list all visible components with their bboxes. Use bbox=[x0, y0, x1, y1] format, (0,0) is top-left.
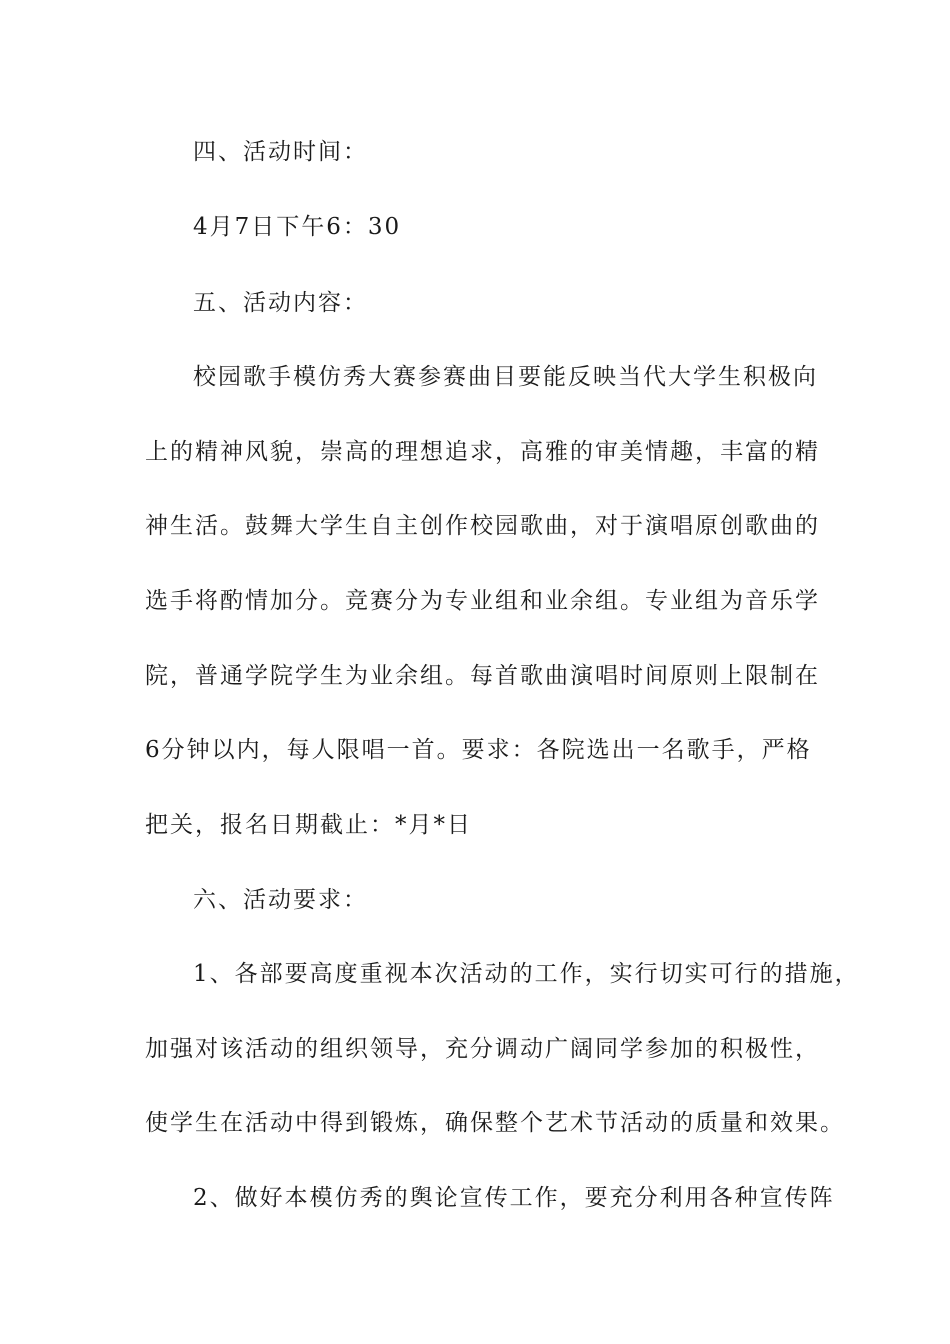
list-item-line: 2、做好本模仿秀的舆论宣传工作，要充分利用各种宣传阵 bbox=[193, 1185, 835, 1211]
paragraph-line: 上的精神风貌，崇高的理想追求，高雅的审美情趣，丰富的精 bbox=[145, 439, 820, 465]
list-item-line: 1、各部要高度重视本次活动的工作，实行切实可行的措施， bbox=[193, 961, 860, 987]
paragraph-line: 院，普通学院学生为业余组。每首歌曲演唱时间原则上限制在 bbox=[145, 663, 820, 689]
paragraph-line: 校园歌手模仿秀大赛参赛曲目要能反映当代大学生积极向 bbox=[193, 364, 818, 390]
section-6-heading: 六、活动要求： bbox=[193, 887, 368, 913]
section-5-heading: 五、活动内容： bbox=[193, 290, 368, 316]
activity-time: 4月7日下午6：30 bbox=[193, 214, 402, 240]
paragraph-line: 把关，报名日期截止：*月*日 bbox=[145, 812, 472, 838]
section-4-heading: 四、活动时间： bbox=[193, 139, 368, 165]
paragraph-line: 神生活。鼓舞大学生自主创作校园歌曲，对于演唱原创歌曲的 bbox=[145, 513, 820, 539]
list-item-line: 使学生在活动中得到锻炼，确保整个艺术节活动的质量和效果。 bbox=[145, 1110, 845, 1136]
paragraph-line: 选手将酌情加分。竞赛分为专业组和业余组。专业组为音乐学 bbox=[145, 588, 820, 614]
paragraph-line: 6分钟以内，每人限唱一首。要求：各院选出一名歌手，严格 bbox=[145, 737, 812, 763]
list-item-line: 加强对该活动的组织领导，充分调动广阔同学参加的积极性， bbox=[145, 1036, 820, 1062]
